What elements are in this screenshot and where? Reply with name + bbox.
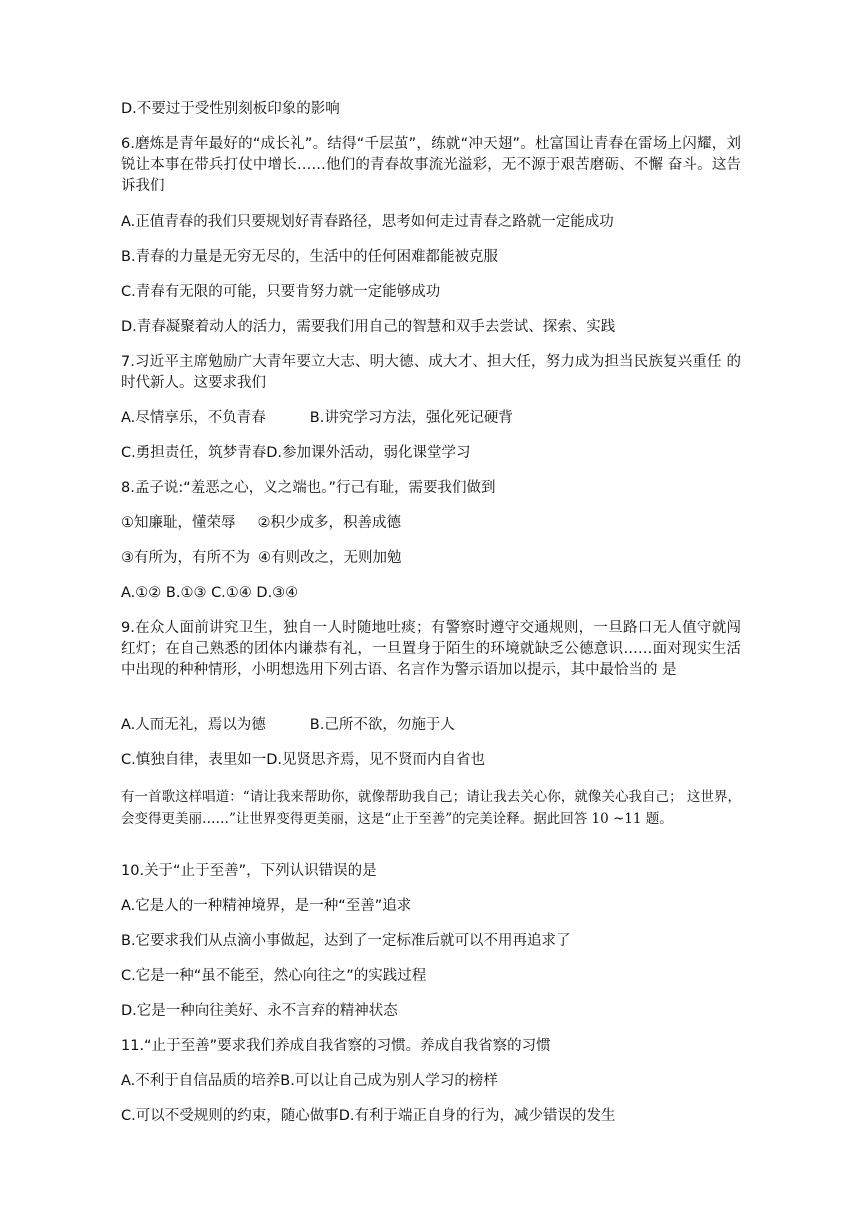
q8-item-2: ②积少成多，积善成德: [257, 515, 401, 531]
q7-stem: 7.习近平主席勉励广大青年要立大志、明大德、成大才、担大任，努力成为担当民族复兴重任 的时代新人。这要求我们: [121, 354, 741, 391]
q7-option-a: A.尽情享乐，不负青春: [121, 410, 266, 426]
q11-options-row-2: [121, 1106, 747, 1127]
q11-option-a: A.不利于自信品质的培养: [121, 1073, 281, 1089]
q6-option-b: B.青春的力量是无穷无尽的，生活中的任何困难都能被克服: [121, 249, 499, 265]
q8-option-c: C.①④: [211, 585, 252, 601]
q10-option-a: A.它是人的一种精神境界，是一种“至善”追求: [121, 898, 412, 914]
q8-items-row-2: [121, 548, 747, 569]
q11-option-d: D.有利于端正自身的行为，减少错误的发生: [338, 1108, 616, 1124]
q11-option-b: B.可以让自己成为别人学习的榜样: [280, 1073, 498, 1089]
q9-options-row-2: [121, 750, 747, 771]
q10-stem: 10.关于“止于至善”，下列认识错误的是: [121, 863, 377, 879]
q11-option-c: C.可以不受规则的约束，随心做事: [121, 1108, 339, 1124]
q9-option-a: A.人而无礼，焉以为德: [121, 717, 266, 733]
q7-option-b: B.讲究学习方法，强化死记硬背: [309, 410, 513, 426]
q8-item-4: ④有则改之，无则加勉: [258, 550, 402, 566]
q9-options-row-1: [121, 715, 747, 736]
q11-stem: 11.“止于至善”要求我们养成自我省察的习惯。养成自我省察的习惯: [121, 1038, 551, 1054]
q10-option-d: D.它是一种向往美好、永不言弃的精神状态: [121, 1003, 398, 1019]
q10-option-c: C.它是一种“虽不能至，然心向往之”的实践过程: [121, 968, 427, 984]
q7-option-c: C.勇担责任，筑梦青春: [121, 445, 267, 461]
q8-option-d: D.③④: [256, 585, 299, 601]
q8-option-a: A.①②: [121, 585, 162, 601]
q9-option-c: C.慎独自律，表里如一: [121, 752, 267, 768]
q9-option-b: B.己所不欲，勿施于人: [309, 717, 455, 733]
q8-item-3: ③有所为，有所不为: [121, 550, 250, 566]
q6-option-c: C.青春有无限的可能，只要肯努力就一定能够成功: [121, 284, 441, 300]
q8-options-row: [121, 583, 747, 604]
q6-stem: 6.磨炼是青年最好的“成长礼”。结得“千层茧”，练就“冲天翅”。杜富国让青春在雷场上闪耀，刘锐让本事在带兵打仗中增长……他们的青春故事流光溢彩，无不源于艰苦磨砺、不懈 奋斗。这告诉我们: [121, 136, 741, 194]
q6-option-d: D.青春凝聚着动人的活力，需要我们用自己的智慧和双手去尝试、探索、实践: [121, 319, 616, 335]
q6-option-a: A.正值青春的我们只要规划好青春路径，思考如何走过青春之路就一定能成功: [121, 214, 614, 230]
q7-options-row-2: [121, 443, 747, 464]
q9-option-d: D.见贤思齐焉，见不贤而内自省也: [266, 752, 486, 768]
q8-items-row-1: [121, 513, 747, 534]
q8-option-b: B.①③: [165, 585, 207, 601]
q11-options-row-1: [121, 1071, 747, 1092]
q5-option-d: D.不要过于受性别刻板印象的影响: [121, 101, 340, 117]
reading-passage: 有一首歌这样唱道：“请让我来帮助你，就像帮助我自己；请让我去关心你，就像关心我自己； 这世界，会变得更美丽……”让世界变得更美丽，这是“止于至善”的完美诠释。据此回答 10 ~11 题。: [121, 789, 741, 827]
q8-stem: 8.孟子说:“羞恶之心，义之端也。”行己有耻，需要我们做到: [121, 480, 496, 496]
q9-stem: 9.在众人面前讲究卫生，独自一人时随地吐痰；有警察时遵守交通规则，一旦路口无人值守就闯红灯；在自己熟悉的团体内谦恭有礼，一旦置身于陌生的环境就缺乏公德意识……面对现实生活中出现的种种情形，小明想选用下列古语、名言作为警示语加以提示，其中最恰当的 是: [121, 620, 741, 678]
q7-option-d: D.参加课外活动，弱化课堂学习: [266, 445, 471, 461]
q10-option-b: B.它要求我们从点滴小事做起，达到了一定标准后就可以不用再追求了: [121, 933, 571, 949]
q7-options-row-1: [121, 408, 747, 429]
q8-item-1: ①知廉耻，懂荣辱: [121, 515, 236, 531]
